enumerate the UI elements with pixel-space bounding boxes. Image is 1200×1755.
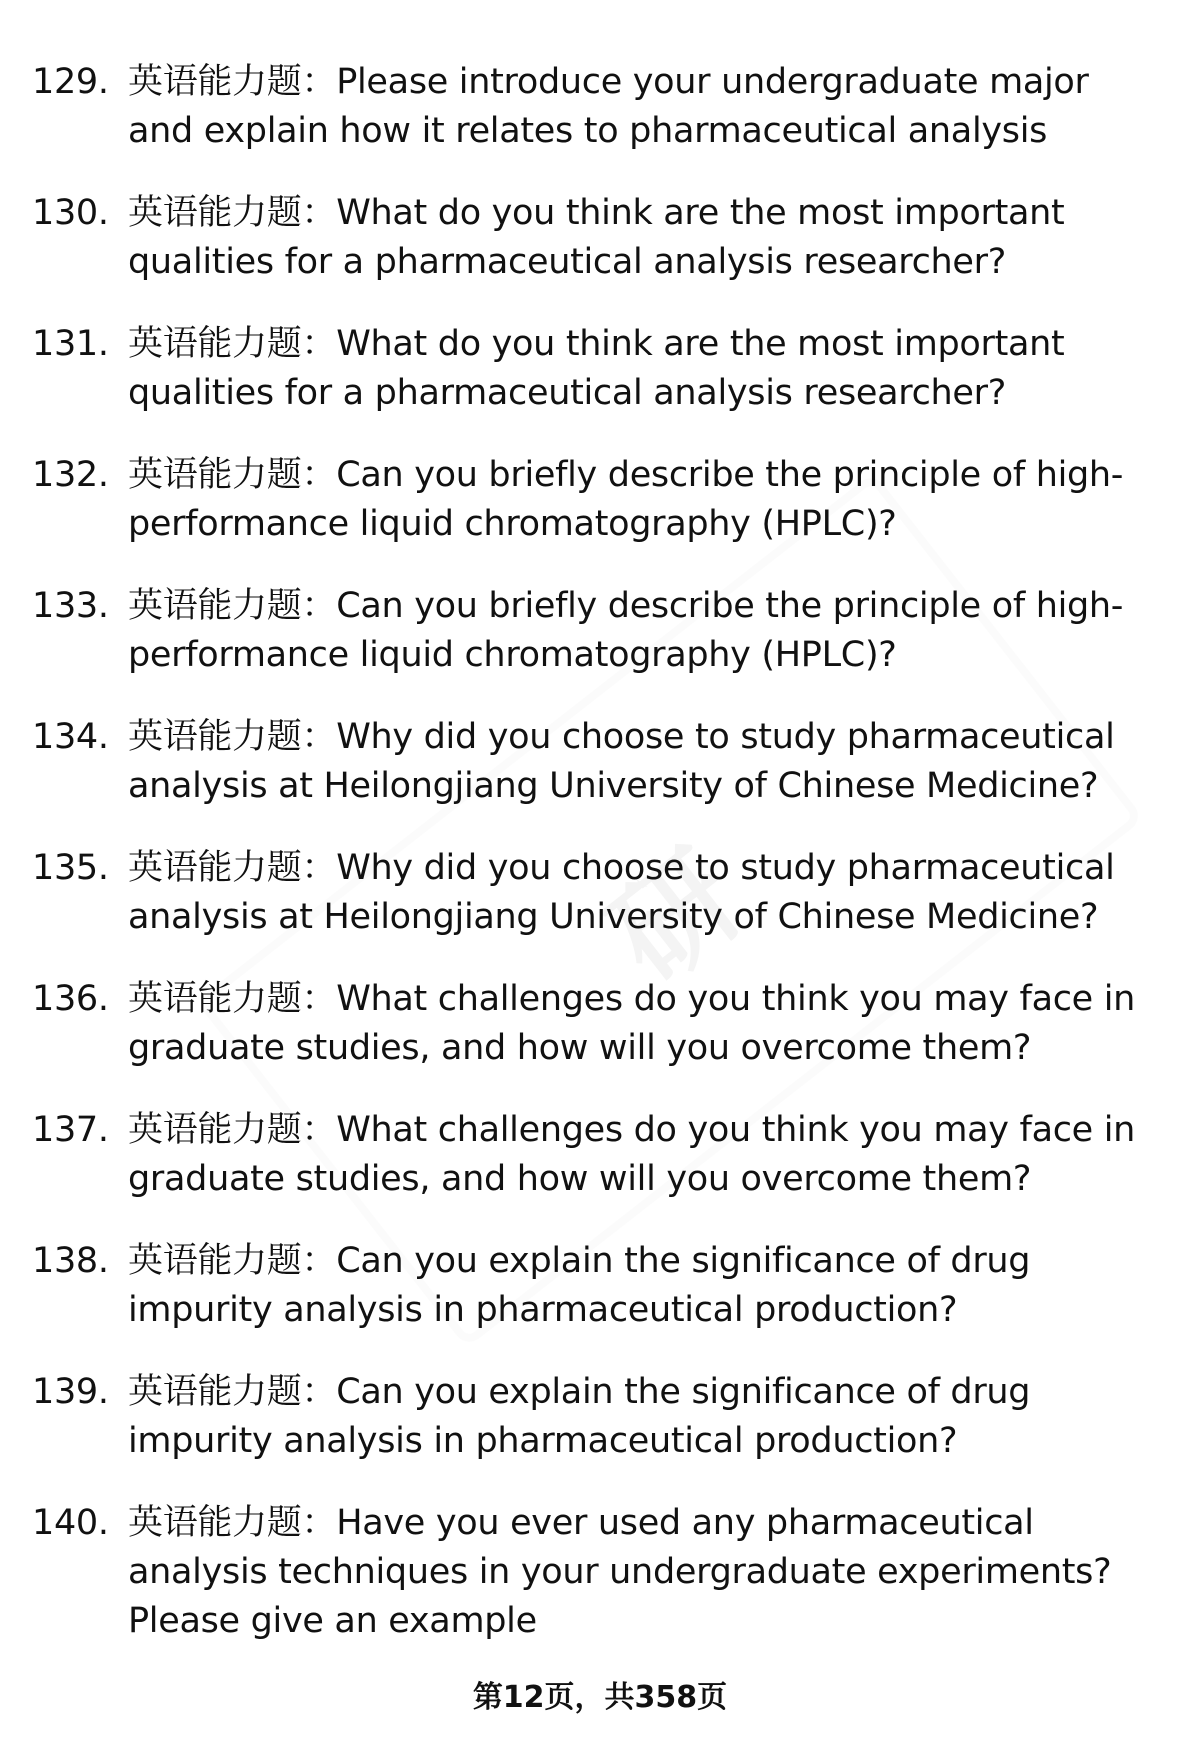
question-item-129 (0, 58, 1200, 156)
question-prefix: 英语能力题： (128, 717, 337, 757)
question-prefix: 英语能力题： (128, 62, 337, 102)
question-prefix: 英语能力题： (128, 455, 337, 495)
question-body: Can you explain the significance of drug impurity analysis in pharmaceutical production? (128, 1241, 1031, 1330)
question-body: Have you ever used any pharmaceutical analysis techniques in your undergraduate experiments? Please give an example (128, 1503, 1112, 1641)
question-number: 132. (32, 455, 109, 495)
question-prefix: 英语能力题： (128, 848, 337, 888)
question-text (128, 451, 1158, 549)
question-item-133 (0, 582, 1200, 680)
question-text (128, 1368, 1158, 1466)
question-number: 135. (32, 848, 109, 888)
question-prefix: 英语能力题： (128, 586, 337, 626)
question-text (128, 189, 1158, 287)
question-number: 131. (32, 324, 109, 364)
question-prefix: 英语能力题： (128, 193, 337, 233)
question-body: What challenges do you think you may face in graduate studies, and how will you overcome them? (128, 1110, 1136, 1199)
question-body: Can you briefly describe the principle of high-performance liquid chromatography (HPLC)? (128, 455, 1124, 544)
question-text (128, 58, 1158, 156)
question-text (128, 1237, 1158, 1335)
question-item-135 (0, 844, 1200, 942)
question-body: Why did you choose to study pharmaceutical analysis at Heilongjiang University of Chinese Medicine? (128, 848, 1115, 937)
question-number: 140. (32, 1503, 109, 1543)
question-number: 138. (32, 1241, 109, 1281)
question-text (128, 713, 1158, 811)
question-body: Please introduce your undergraduate major and explain how it relates to pharmaceutical analysis (128, 62, 1089, 151)
question-prefix: 英语能力题： (128, 1503, 337, 1543)
question-text (128, 1106, 1158, 1204)
watermark-text: 研 (586, 826, 767, 1010)
question-item-132 (0, 451, 1200, 549)
question-text (128, 320, 1158, 418)
page-footer: 第12页，共358页 (472, 1680, 728, 1715)
question-prefix: 英语能力题： (128, 1241, 337, 1281)
question-body: Can you briefly describe the principle of high-performance liquid chromatography (HPLC)? (128, 586, 1124, 675)
question-item-137 (0, 1106, 1200, 1204)
question-body: What do you think are the most important qualities for a pharmaceutical analysis researcher? (128, 324, 1065, 413)
question-number: 130. (32, 193, 109, 233)
question-text (128, 1499, 1158, 1646)
question-item-130 (0, 189, 1200, 287)
question-number: 137. (32, 1110, 109, 1150)
question-prefix: 英语能力题： (128, 1372, 337, 1412)
question-prefix: 英语能力题： (128, 324, 337, 364)
question-prefix: 英语能力题： (128, 979, 337, 1019)
question-item-140 (0, 1499, 1200, 1646)
question-list (0, 58, 1200, 1679)
question-number: 134. (32, 717, 109, 757)
question-text (128, 844, 1158, 942)
question-number: 133. (32, 586, 109, 626)
question-item-134 (0, 713, 1200, 811)
question-item-136 (0, 975, 1200, 1073)
question-item-138 (0, 1237, 1200, 1335)
question-body: What challenges do you think you may face in graduate studies, and how will you overcome them? (128, 979, 1136, 1068)
question-body: Can you explain the significance of drug impurity analysis in pharmaceutical production? (128, 1372, 1031, 1461)
question-prefix: 英语能力题： (128, 1110, 337, 1150)
question-body: Why did you choose to study pharmaceutical analysis at Heilongjiang University of Chinese Medicine? (128, 717, 1115, 806)
question-item-139 (0, 1368, 1200, 1466)
question-text (128, 975, 1158, 1073)
question-body: What do you think are the most important qualities for a pharmaceutical analysis researcher? (128, 193, 1065, 282)
question-number: 129. (32, 62, 109, 102)
question-number: 136. (32, 979, 109, 1019)
question-item-131 (0, 320, 1200, 418)
question-number: 139. (32, 1372, 109, 1412)
question-text (128, 582, 1158, 680)
